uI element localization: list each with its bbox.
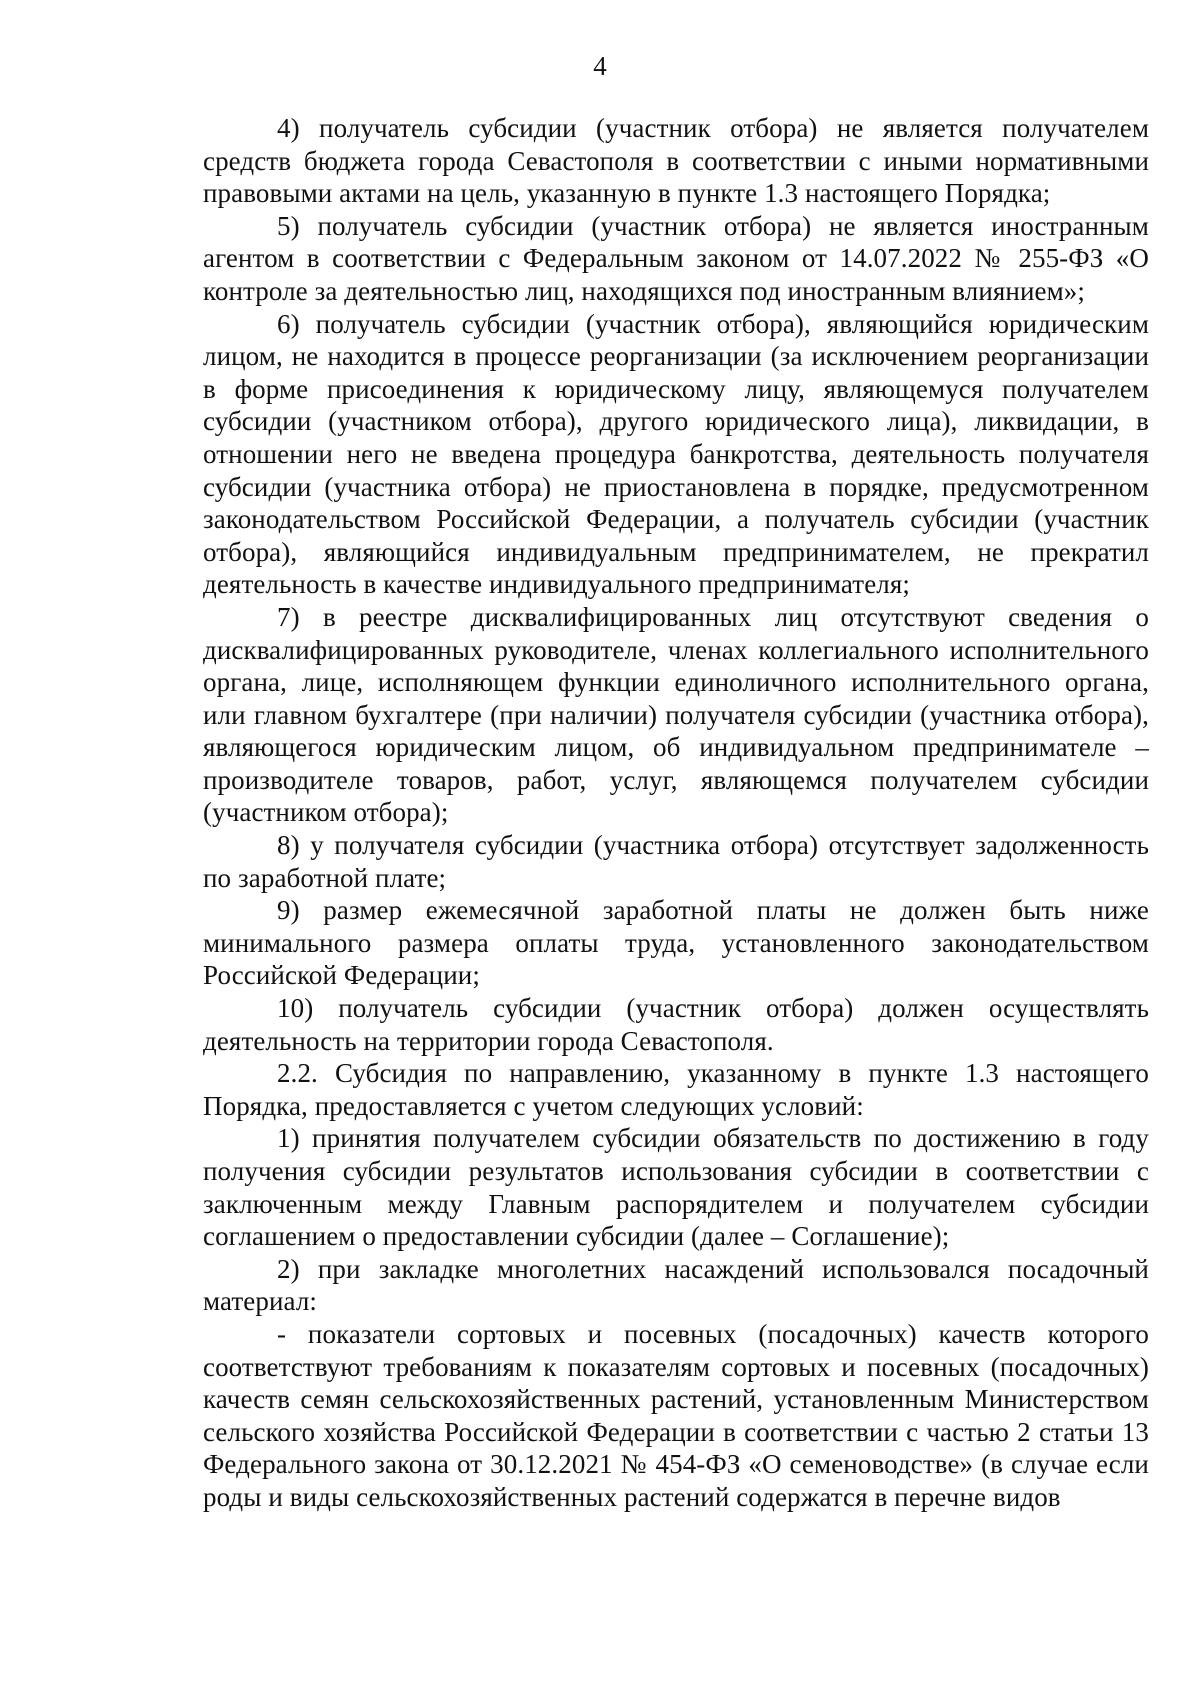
paragraph-condition-1: 1) принятия получателем субсидии обязательств по достижению в году получения субсидии результатов использования субсидии в соответствии с заключенным между Главным распорядителем и получателем субсидии соглашением о предоставлении субсидии (далее – Соглашение); xyxy=(203,1123,1149,1252)
paragraph-condition-2: 2) при закладке многолетних насаждений использовался посадочный материал: xyxy=(203,1253,1149,1317)
paragraph-item-6: 6) получатель субсидии (участник отбора), являющийся юридическим лицом, не находится в процессе реорганизации (за исключением реорганизации в форме присоединения к юридическому лицу, являющемуся получателем субсидии (участником отбора), другого юридического лица), ликвидации, в отношении него не введена процедура банкротства, деятельность получателя субсидии (участника отбора) не приостановлена в порядке, предусмотренном законодательством Российской Федерации, а получатель субсидии (участник отбора), являющийся индивидуальным предпринимателем, не прекратил деятельность в качестве индивидуального предпринимателя; xyxy=(203,308,1149,600)
paragraph-section-2-2: 2.2. Субсидия по направлению, указанному в пункте 1.3 настоящего Порядка, предоставляется с учетом следующих условий: xyxy=(203,1058,1149,1121)
paragraph-item-7: 7) в реестре дисквалифицированных лиц отсутствуют сведения о дисквалифицированных руководителе, членах коллегиального исполнительного органа, лице, исполняющем функции единоличного исполнительного органа, или главном бухгалтере (при наличии) получателя субсидии (участника отбора), являющегося юридическим лицом, об индивидуальном предпринимателе – производителе товаров, работ, услуг, являющемся получателем субсидии (участником отбора); xyxy=(203,601,1149,828)
paragraph-condition-2-bullet: - показатели сортовых и посевных (посадочных) качеств которого соответствуют требованиям к показателям сортовых и посевных (посадочных) качеств семян сельскохозяйственных растений, установленным Министерством сельского хозяйства Российской Федерации в соответствии с частью 2 статьи 13 Федерального закона от 30.12.2021 № 454-ФЗ «О семеноводстве» (в случае если роды и виды сельскохозяйственных растений содержатся в перечне видов xyxy=(203,1318,1149,1512)
paragraph-item-5: 5) получатель субсидии (участник отбора) не является иностранным агентом в соответствии с Федеральным законом от 14.07.2022 № 255-ФЗ «О контроле за деятельностью лиц, находящихся под иностранным влиянием»; xyxy=(203,210,1149,306)
paragraph-item-10: 10) получатель субсидии (участник отбора) должен осуществлять деятельность на территории города Севастополя. xyxy=(203,993,1149,1056)
document-body xyxy=(203,112,1149,1514)
paragraph-item-9: 9) размер ежемесячной заработной платы не должен быть ниже минимального размера оплаты труда, установленного законодательством Российской Федерации; xyxy=(203,895,1149,991)
paragraph-item-8: 8) у получателя субсидии (участника отбора) отсутствует задолженность по заработной плате; xyxy=(203,830,1149,893)
paragraph-item-4: 4) получатель субсидии (участник отбора) не является получателем средств бюджета города Севастополя в соответствии с иными нормативными правовыми актами на цель, указанную в пункте 1.3 настоящего Порядка; xyxy=(203,113,1149,209)
page-number: 4 xyxy=(593,51,607,81)
